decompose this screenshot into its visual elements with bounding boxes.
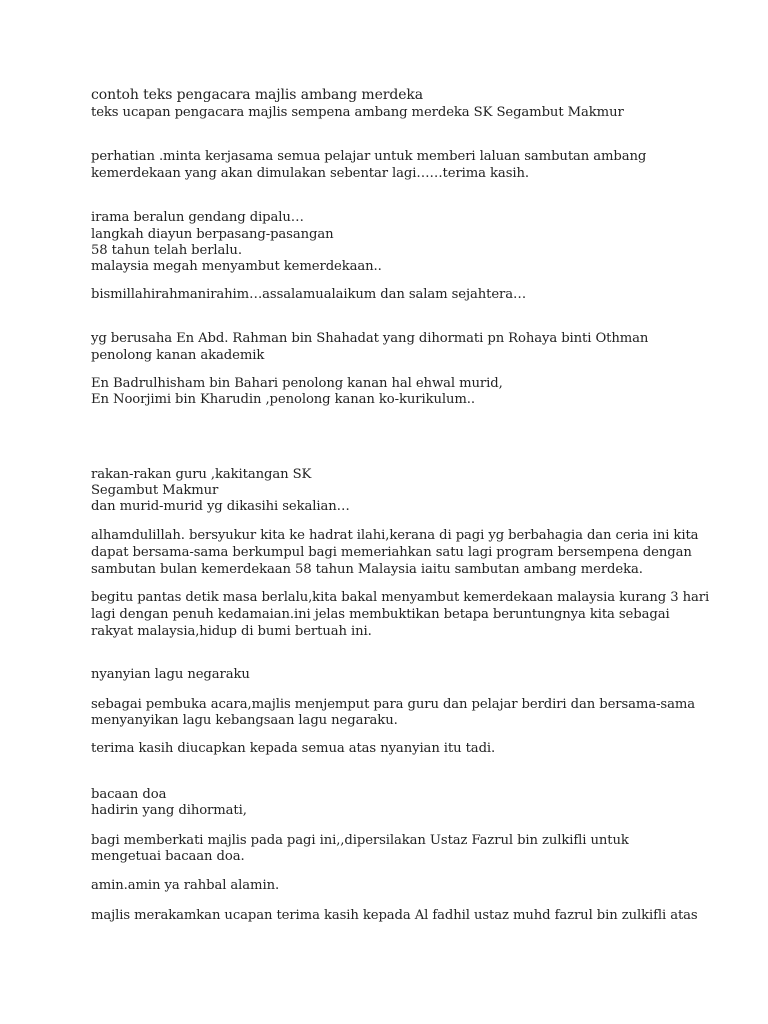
document-title: contoh teks pengacara majlis ambang merdeka — [91, 87, 424, 103]
text-line: langkah diayun berpasang-pasangan — [91, 227, 334, 242]
text-line: begitu pantas detik masa berlalu,kita bakal menyambut kemerdekaan malaysia kurang 3 hari — [91, 590, 710, 605]
text-line: rakyat malaysia,hidup di bumi bertuah ini. — [91, 624, 372, 639]
text-line: hadirin yang dihormati, — [91, 803, 247, 818]
text-line: rakan-rakan guru ,kakitangan SK — [91, 467, 312, 482]
text-line: yg berusaha En Abd. Rahman bin Shahadat yang dihormati pn Rohaya binti Othman — [91, 331, 649, 346]
text-line: menyanyikan lagu kebangsaan lagu negaraku. — [91, 713, 398, 728]
text-line: bagi memberkati majlis pada pagi ini,,dipersilakan Ustaz Fazrul bin zulkifli untuk — [91, 833, 629, 848]
document-subtitle: teks ucapan pengacara majlis sempena ambang merdeka SK Segambut Makmur — [91, 105, 624, 120]
text-line: kemerdekaan yang akan dimulakan sebentar lagi……terima kasih. — [91, 166, 529, 181]
text-line: amin.amin ya rahbal alamin. — [91, 878, 280, 893]
text-line: bismillahirahmanirahim…assalamualaikum dan salam sejahtera… — [91, 287, 527, 302]
text-line: sebagai pembuka acara,majlis menjemput para guru dan pelajar berdiri dan bersama-sama — [91, 697, 696, 712]
text-line: Segambut Makmur — [91, 483, 219, 498]
text-line: lagi dengan penuh kedamaian.ini jelas membuktikan betapa beruntungnya kita sebagai — [91, 607, 670, 622]
text-line: irama beralun gendang dipalu… — [91, 210, 304, 225]
text-line: terima kasih diucapkan kepada semua atas nyanyian itu tadi. — [91, 741, 496, 756]
text-line: malaysia megah menyambut kemerdekaan.. — [91, 259, 382, 274]
text-line: penolong kanan akademik — [91, 348, 265, 363]
text-line: perhatian .minta kerjasama semua pelajar untuk memberi laluan sambutan ambang — [91, 149, 647, 164]
text-line: 58 tahun telah berlalu. — [91, 243, 242, 258]
text-line: dapat bersama-sama berkumpul bagi memeriahkan satu lagi program bersempena dengan — [91, 545, 692, 560]
text-line: alhamdulillah. bersyukur kita ke hadrat ilahi,kerana di pagi yg berbahagia dan ceria ini kita — [91, 528, 699, 543]
text-line: mengetuai bacaan doa. — [91, 849, 245, 864]
section-heading: nyanyian lagu negaraku — [91, 667, 250, 682]
text-line: dan murid-murid yg dikasihi sekalian… — [91, 499, 350, 514]
text-line: sambutan bulan kemerdekaan 58 tahun Malaysia iaitu sambutan ambang merdeka. — [91, 562, 643, 577]
text-line: majlis merakamkan ucapan terima kasih kepada Al fadhil ustaz muhd fazrul bin zulkifli atas — [91, 908, 698, 923]
text-line: En Noorjimi bin Kharudin ,penolong kanan ko-kurikulum.. — [91, 392, 475, 407]
text-line: En Badrulhisham bin Bahari penolong kanan hal ehwal murid, — [91, 376, 503, 391]
section-heading: bacaan doa — [91, 787, 167, 802]
